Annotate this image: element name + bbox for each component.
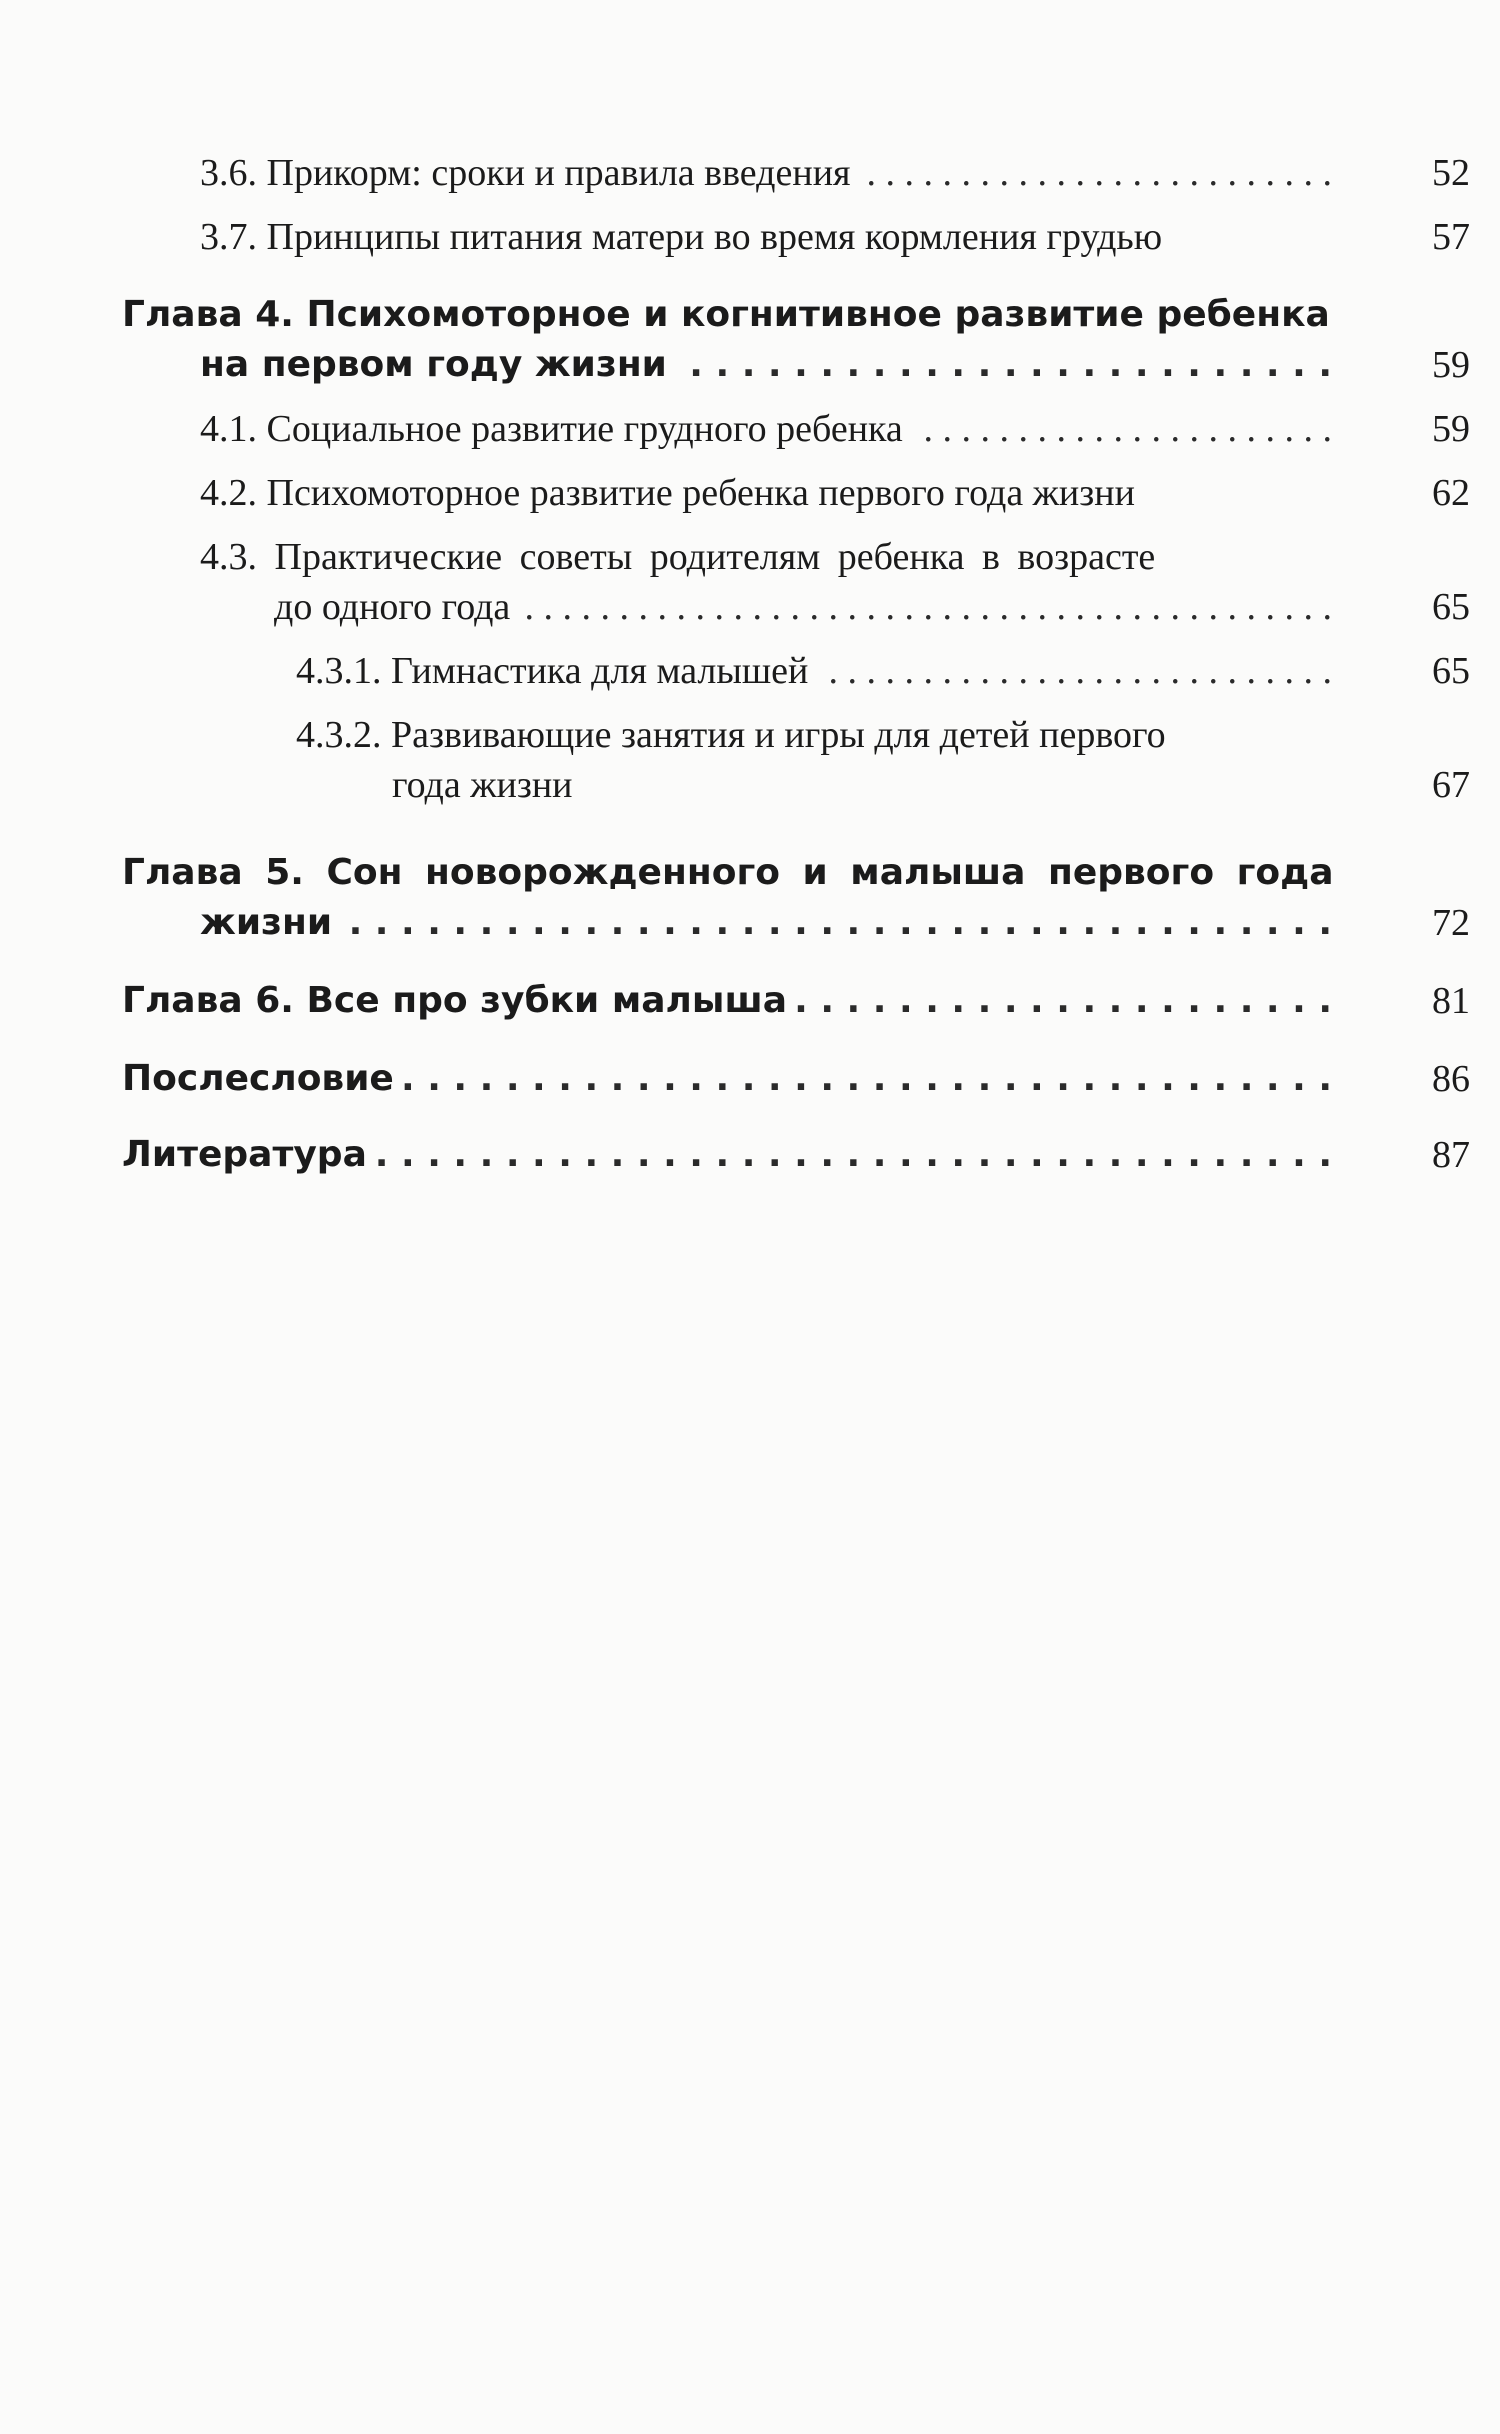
toc-entry-chapter-5[interactable] [0,848,1500,948]
toc-page-number: 87 [1432,1134,1470,1176]
toc-entry-4-3[interactable] [0,532,1500,632]
toc-page-number: 57 [1432,216,1470,258]
toc-page-number: 86 [1432,1058,1470,1100]
toc-entry-title: 4.1. Социальное развитие грудного ребенка [200,404,913,454]
toc-entry-title-line2: до одного года [274,582,520,632]
toc-entry-title-line2: на первом году жизни [200,340,677,390]
toc-entry-title-line1: 4.3.2. Развивающие занятия и игры для детей первого [296,710,1176,760]
toc-entry-4-1[interactable] [0,404,1500,454]
toc-page-number: 59 [1432,408,1470,450]
toc-entry-3-7[interactable] [0,212,1500,262]
toc-page-number: 65 [1432,586,1470,628]
toc-entry-title: Глава 6. Все про зубки малыша [122,976,797,1026]
toc-entry-title: 3.7. Принципы питания матери во время кормления грудью [200,212,1172,262]
toc-entry-title-line1: 4.3. Практические советы родителям ребенка в возрасте [200,532,1165,582]
toc-entry-4-2[interactable] [0,468,1500,518]
toc-entry-3-6[interactable] [0,148,1500,198]
toc-entry-afterword[interactable] [0,1054,1500,1104]
toc-entry-bibliography[interactable] [0,1130,1500,1180]
toc-entry-chapter-6[interactable] [0,976,1500,1026]
toc-page-number: 59 [1432,344,1470,386]
toc-page-number: 65 [1432,650,1470,692]
toc-entry-title-line2: жизни [200,898,342,948]
toc-page-number: 67 [1432,764,1470,806]
toc-entry-4-3-2[interactable] [0,710,1500,810]
toc-entry-title: Литература [122,1130,377,1180]
toc-entry-title-line1: Глава 5. Сон новорожденного и малыша первого года [122,848,1344,898]
toc-page-number: 62 [1432,472,1470,514]
dot-leader [200,898,1332,948]
toc-page-number: 81 [1432,980,1470,1022]
toc-entry-title: Послесловие [122,1054,404,1104]
toc-entry-chapter-4[interactable] [0,290,1500,390]
toc-entry-title: 3.6. Прикорм: сроки и правила введения [200,148,861,198]
toc-entry-4-3-1[interactable] [0,646,1500,696]
toc-page-number: 52 [1432,152,1470,194]
toc-entry-title-line1: Глава 4. Психомоторное и когнитивное развитие ребенка [122,290,1340,340]
toc-entry-title-line2: года жизни [392,760,583,810]
toc-page-number: 72 [1432,902,1470,944]
toc-entry-title: 4.2. Психомоторное развитие ребенка первого года жизни [200,468,1145,518]
toc-entry-title: 4.3.1. Гимнастика для малышей [296,646,818,696]
